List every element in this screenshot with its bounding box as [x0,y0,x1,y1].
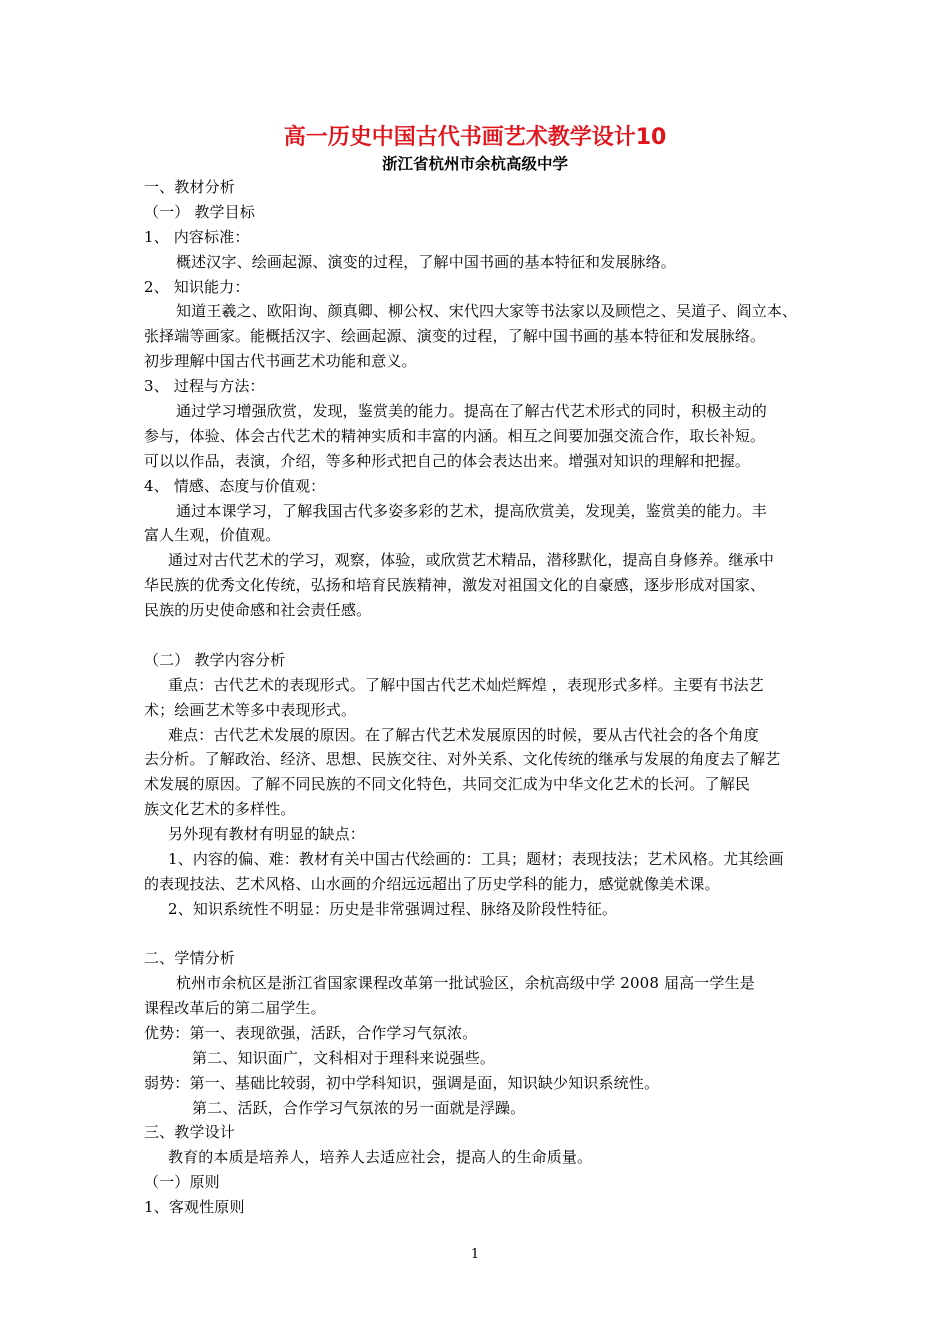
paragraph-line: 可以以作品，表演，介绍，等多种形式把自己的体会表达出来。增强对知识的理解和把握。 [144,452,751,470]
paragraph-line: 民族的历史使命感和社会责任感。 [144,601,372,619]
paragraph-line: 富人生观，价值观。 [144,526,281,544]
item-heading: 3、 过程与方法： [144,377,265,395]
paragraph-line: 术；绘画艺术等多中表现形式。 [144,701,357,719]
item-heading: 1、客观性原则 [144,1198,245,1216]
paragraph-line: 参与，体验、体会古代艺术的精神实质和丰富的内涵。相互之间要加强交流合作，取长补短。 [144,427,766,445]
paragraph-line: 初步理解中国古代书画艺术功能和意义。 [144,352,417,370]
section-heading: 一、教材分析 [144,178,235,196]
paragraph-line: 难点：古代艺术发展的原因。在了解古代艺术发展原因的时候，要从古代社会的各个角度 [168,726,759,744]
paragraph-line: 通过学习增强欣赏，发现，鉴赏美的能力。提高在了解古代艺术形式的同时，积极主动的 [176,402,767,420]
paragraph-line: 知道王羲之、欧阳询、颜真卿、柳公权、宋代四大家等书法家以及顾恺之、吴道子、阎立本、 [176,302,798,320]
paragraph-line: 重点：古代艺术的表现形式。了解中国古代艺术灿烂辉煌 ，表现形式多样。主要有书法艺 [168,676,764,694]
paragraph-line: 2、知识系统性不明显：历史是非常强调过程、脉络及阶段性特征。 [168,900,618,918]
document-subtitle: 浙江省杭州市余杭高级中学 [381,155,568,173]
paragraph-line: 华民族的优秀文化传统，弘扬和培育民族精神，激发对祖国文化的自豪感，逐步形成对国家、 [144,576,766,594]
paragraph-line: 的表现技法、艺术风格、山水画的介绍远远超出了历史学科的能力，感觉就像美术课。 [144,875,720,893]
item-heading: 4、 情感、态度与价值观： [144,477,326,495]
paragraph-line: 课程改革后的第二届学生。 [144,999,326,1017]
page-number: 1 [470,1247,480,1262]
subsection-heading: （一） 教学目标 [144,203,255,221]
document-title: 高一历史中国古代书画艺术教学设计10 [283,125,667,150]
paragraph-line: 第二、活跃，合作学习气氛浓的另一面就是浮躁。 [192,1099,526,1117]
paragraph-line: 概述汉字、绘画起源、演变的过程，了解中国书画的基本特征和发展脉络。 [176,253,676,271]
item-heading: 1、 内容标准： [144,228,250,246]
paragraph-line: 1、内容的偏、难：教材有关中国古代绘画的：工具；题材；表现技法；艺术风格。尤其绘画 [168,850,784,868]
paragraph-line: 杭州市余杭区是浙江省国家课程改革第一批试验区，余杭高级中学 2008 届高一学生是 [176,974,755,992]
paragraph-line: 教育的本质是培养人，培养人去适应社会，提高人的生命质量。 [168,1148,593,1166]
paragraph-line: 术发展的原因。了解不同民族的不同文化特色，共同交汇成为中华文化艺术的长河。了解民 [144,775,751,793]
subsection-heading: （二） 教学内容分析 [144,651,286,669]
paragraph-line: 族文化艺术的多样性。 [144,800,296,818]
paragraph-line: 通过对古代艺术的学习，观察，体验，或欣赏艺术精品，潜移默化，提高自身修养。继承中 [168,551,775,569]
section-heading: 二、学情分析 [144,949,235,967]
paragraph-line: 另外现有教材有明显的缺点： [168,825,365,843]
item-heading: 2、 知识能力： [144,278,250,296]
paragraph-line: 优势：第一、表现欲强，活跃，合作学习气氛浓。 [144,1024,478,1042]
paragraph-line: 通过本课学习，了解我国古代多姿多彩的艺术，提高欣赏美，发现美，鉴赏美的能力。丰 [176,502,767,520]
subsection-heading: （一）原则 [144,1173,220,1191]
paragraph-line: 去分析。了解政治、经济、思想、民族交往、对外关系、文化传统的继承与发展的角度去了解艺 [144,750,781,768]
paragraph-line: 张择端等画家。能概括汉字、绘画起源、演变的过程，了解中国书画的基本特征和发展脉络。 [144,327,766,345]
paragraph-line: 弱势：第一、基础比较弱，初中学科知识，强调是面，知识缺少知识系统性。 [144,1074,660,1092]
paragraph-line: 第二、知识面广，文科相对于理科来说强些。 [192,1049,496,1067]
section-heading: 三、教学设计 [144,1123,235,1141]
